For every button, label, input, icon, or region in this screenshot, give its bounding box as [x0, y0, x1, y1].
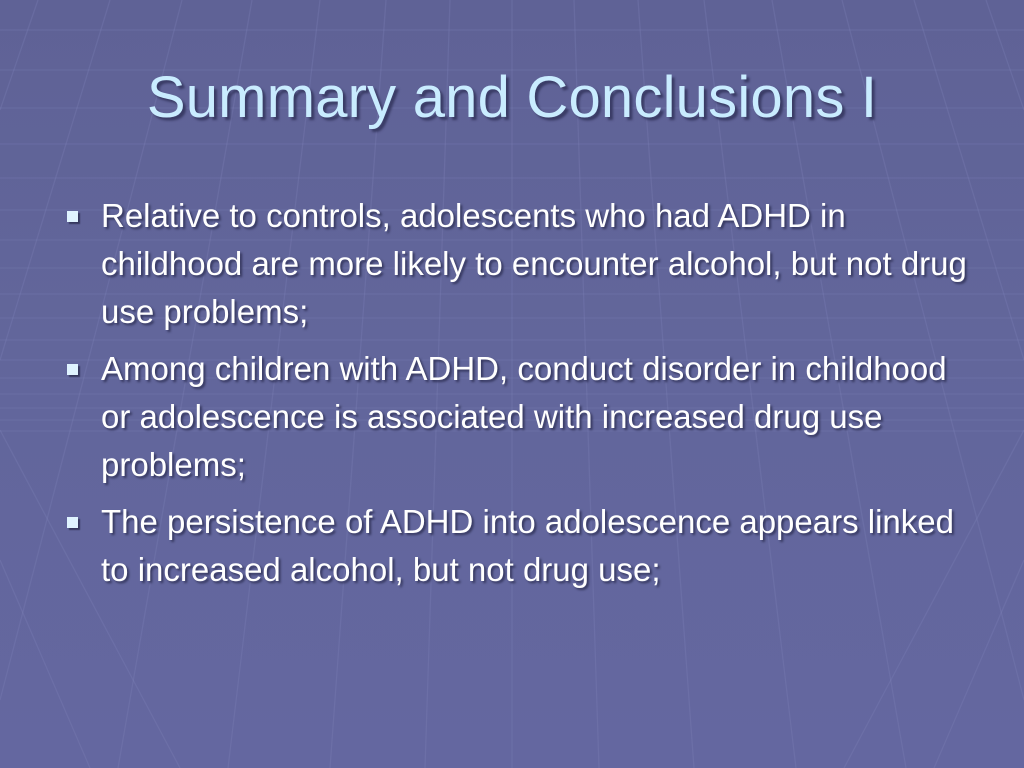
bullet-list [64, 192, 974, 603]
bullet-text: Among children with ADHD, conduct disorder in childhood or adolescence is associated with increased drug use problems; [101, 350, 947, 483]
slide-title: Summary and Conclusions I [146, 65, 878, 130]
bullet-item [64, 498, 974, 594]
square-bullet-icon [67, 364, 78, 375]
bullet-text: Relative to controls, adolescents who had ADHD in childhood are more likely to encounter alcohol, but not drug use problems; [101, 197, 967, 330]
bullet-text: The persistence of ADHD into adolescence appears linked to increased alcohol, but not drug use; [101, 503, 954, 588]
square-bullet-icon [67, 211, 78, 222]
square-bullet-icon [67, 517, 78, 528]
bullet-item [64, 192, 974, 336]
bullet-item [64, 345, 974, 489]
